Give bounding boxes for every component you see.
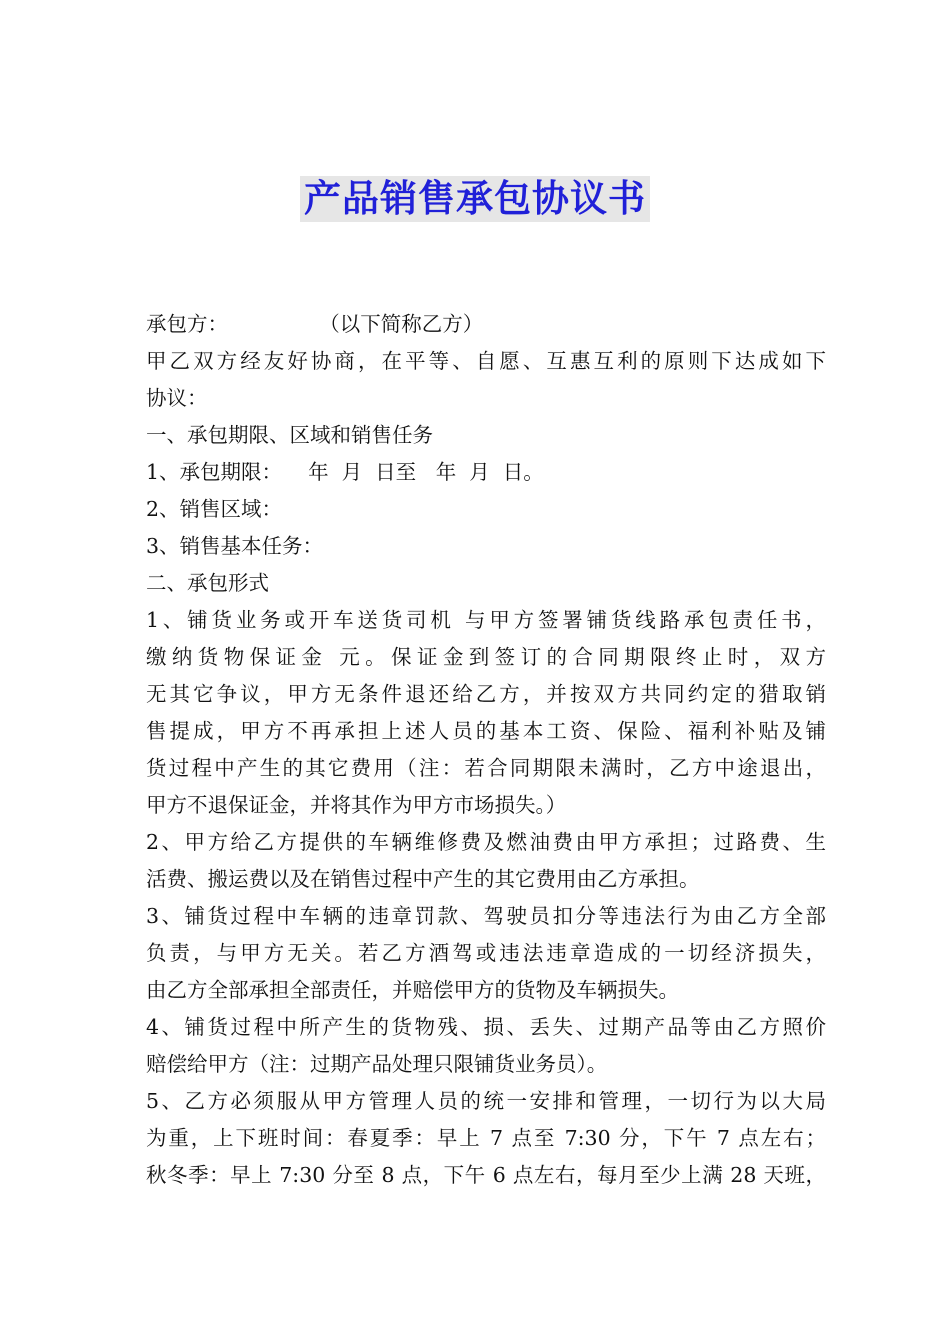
body-line: 秋冬季：早上 7:30 分至 8 点，下午 6 点左右，每月至少上满 28 天班， <box>146 1163 826 1187</box>
body-line: 甲乙双方经友好协商，在平等、自愿、互惠互利的原则下达成如下 <box>146 349 826 373</box>
body-line: 协议： <box>146 386 208 410</box>
body-line: 负责，与甲方无关。若乙方酒驾或违法违章造成的一切经济损失， <box>146 941 826 965</box>
body-line: 货过程中产生的其它费用（注：若合同期限未满时，乙方中途退出， <box>146 756 826 780</box>
document-title: 产品销售承包协议书 <box>300 176 650 222</box>
title-container <box>0 176 950 222</box>
body-line: 二、承包形式 <box>146 571 269 595</box>
body-line: 3、铺货过程中车辆的违章罚款、驾驶员扣分等违法行为由乙方全部 <box>146 904 826 928</box>
body-line: 1、承包期限： 年 月 日至 年 月 日。 <box>146 460 544 484</box>
body-line: 3、销售基本任务： <box>146 534 324 558</box>
document-body <box>146 306 826 1194</box>
body-line: 缴纳货物保证金 元。保证金到签订的合同期限终止时，双方 <box>146 645 826 669</box>
body-line: 5、乙方必须服从甲方管理人员的统一安排和管理，一切行为以大局 <box>146 1089 826 1113</box>
body-line: 无其它争议，甲方无条件退还给乙方，并按双方共同约定的猎取销 <box>146 682 826 706</box>
body-line: 为重，上下班时间：春夏季：早上 7 点至 7:30 分，下午 7 点左右； <box>146 1126 826 1150</box>
body-line: 一、承包期限、区域和销售任务 <box>146 423 433 447</box>
body-line: 1、铺货业务或开车送货司机 与甲方签署铺货线路承包责任书， <box>146 608 826 632</box>
body-line: 由乙方全部承担全部责任，并赔偿甲方的货物及车辆损失。 <box>146 978 679 1002</box>
body-line: 4、铺货过程中所产生的货物残、损、丢失、过期产品等由乙方照价 <box>146 1015 826 1039</box>
body-line: 赔偿给甲方（注：过期产品处理只限铺货业务员）。 <box>146 1052 608 1076</box>
body-line: 2、甲方给乙方提供的车辆维修费及燃油费由甲方承担；过路费、生 <box>146 830 826 854</box>
body-line: 承包方： （以下简称乙方） <box>146 312 484 336</box>
body-line: 2、销售区域： <box>146 497 283 521</box>
body-line: 活费、搬运费以及在销售过程中产生的其它费用由乙方承担。 <box>146 867 700 891</box>
body-line: 售提成，甲方不再承担上述人员的基本工资、保险、福利补贴及铺 <box>146 719 826 743</box>
body-line: 甲方不退保证金，并将其作为甲方市场损失。） <box>146 793 567 817</box>
